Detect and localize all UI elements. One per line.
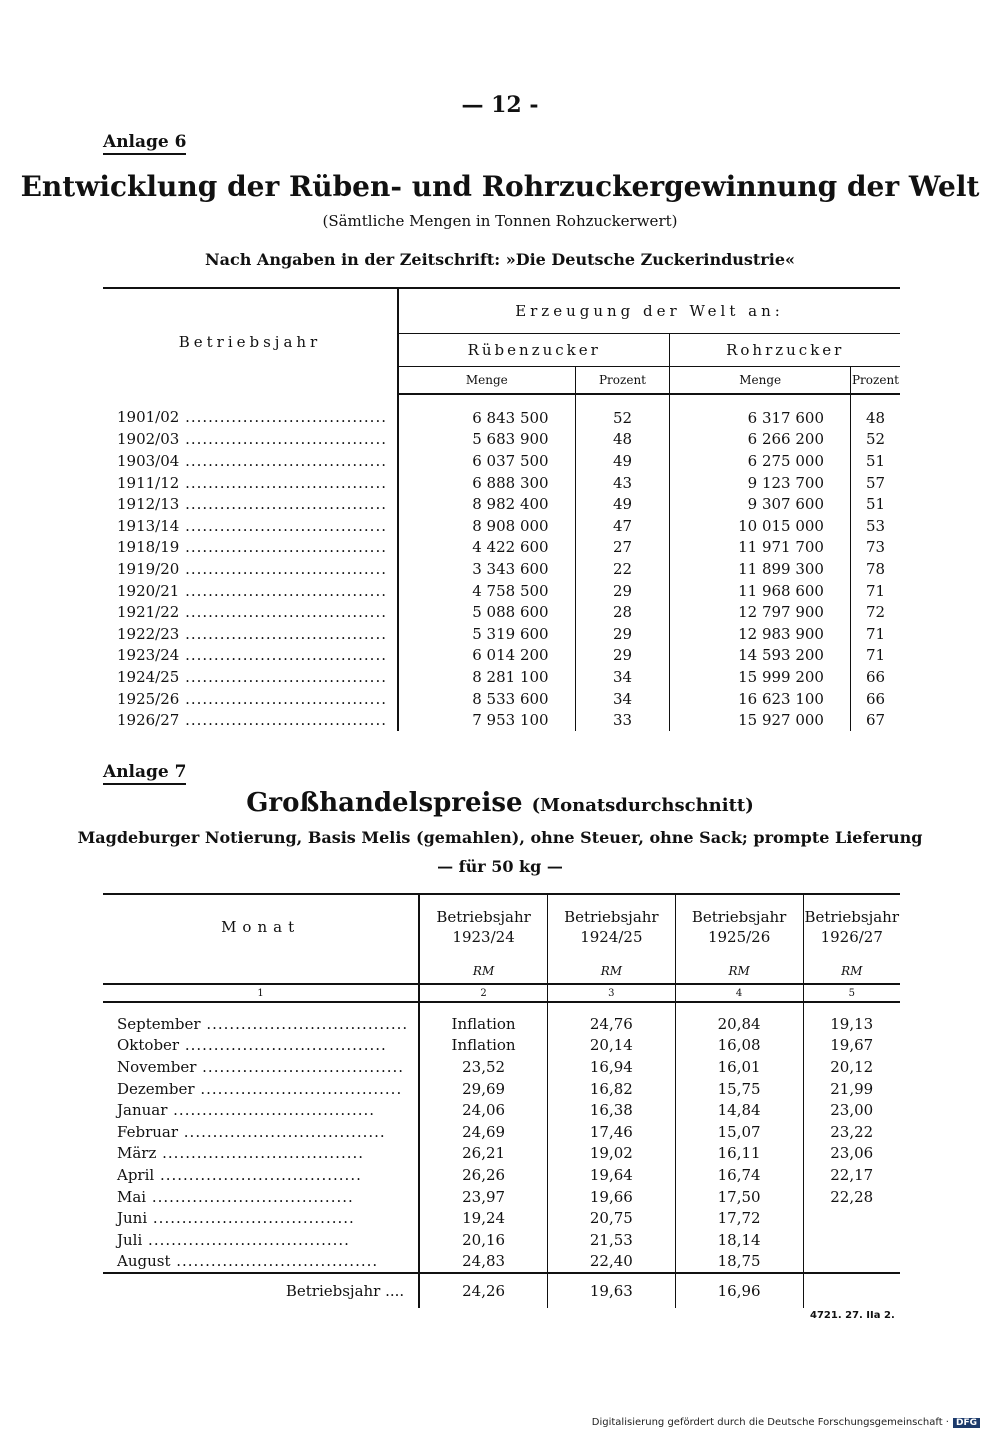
- col-header-1924-25: [547, 894, 675, 959]
- table-row: [103, 688, 900, 710]
- table-row: [103, 558, 900, 580]
- year-cell: [103, 645, 398, 667]
- cane-menge-cell: 6 317 600: [670, 394, 851, 429]
- leader-dots: ...................................: [179, 538, 387, 557]
- total-row: [103, 1273, 900, 1308]
- year-cell: [103, 580, 398, 602]
- price-cell: 22,17: [830, 1165, 874, 1184]
- month-cell: [103, 1207, 419, 1229]
- cane-menge-cell: 12 797 900: [670, 601, 851, 623]
- price-cell: [803, 1207, 900, 1229]
- cane-prozent-cell: 48: [865, 408, 886, 427]
- anlage-7-label: Anlage 7: [103, 762, 186, 785]
- month-label: September: [117, 1014, 201, 1033]
- beet-menge-cell: 6 843 500: [398, 394, 575, 429]
- month-label: Dezember: [117, 1079, 195, 1098]
- dfg-logo: DFG: [953, 1418, 980, 1428]
- beet-prozent-cell: 33: [575, 709, 670, 731]
- price-cell: 16,74: [675, 1164, 803, 1186]
- year-cell: [103, 623, 398, 645]
- column-index: 3: [547, 984, 675, 1002]
- column-index: 5: [803, 984, 900, 1002]
- column-index: 4: [675, 984, 803, 1002]
- cane-prozent-cell: 71: [865, 581, 886, 600]
- table-row: [103, 429, 900, 451]
- cane-prozent-cell: 71: [865, 624, 886, 643]
- year-label: 1920/21: [117, 581, 180, 600]
- cane-menge-cell: 11 899 300: [670, 558, 851, 580]
- year-cell: [103, 493, 398, 515]
- price-cell: 18,75: [675, 1251, 803, 1274]
- total-price-cell: 24,26: [419, 1273, 547, 1308]
- leader-dots: ...................................: [194, 1079, 403, 1098]
- price-cell: 16,82: [547, 1078, 675, 1100]
- year-label: 1921/22: [117, 603, 180, 622]
- cane-menge-cell: 10 015 000: [670, 515, 851, 537]
- month-cell: [103, 1099, 419, 1121]
- cane-prozent-cell: 78: [865, 559, 886, 578]
- year-cell: [103, 450, 398, 472]
- cane-prozent-cell: 72: [865, 603, 886, 622]
- table-row: [103, 472, 900, 494]
- footer-text: Digitalisierung gefördert durch die Deutsche Forschungsgemeinschaft ·: [591, 1417, 949, 1428]
- price-cell: 17,72: [675, 1207, 803, 1229]
- currency-label: RM: [547, 959, 675, 984]
- col-header-1925-26: [675, 894, 803, 959]
- year-cell: [103, 688, 398, 710]
- year-cell: [103, 558, 398, 580]
- cane-prozent-cell: 51: [865, 495, 886, 514]
- beet-prozent-cell: 43: [575, 472, 670, 494]
- month-label: Juli: [117, 1230, 143, 1249]
- table-2-title: [0, 788, 1000, 818]
- cane-menge-cell: 6 266 200: [670, 429, 851, 451]
- table-row: [103, 709, 900, 731]
- month-cell: [103, 1121, 419, 1143]
- price-cell: 26,26: [419, 1164, 547, 1186]
- price-cell: 16,94: [547, 1056, 675, 1078]
- leader-dots: ...................................: [147, 1209, 355, 1228]
- month-cell: [103, 1251, 419, 1274]
- beet-menge-cell: 3 343 600: [398, 558, 575, 580]
- table-row: [103, 1207, 900, 1229]
- price-cell: 23,22: [830, 1122, 874, 1141]
- price-cell: 21,53: [547, 1229, 675, 1251]
- price-cell: 23,00: [830, 1101, 874, 1120]
- cane-menge-cell: 11 968 600: [670, 580, 851, 602]
- currency-label: RM: [419, 959, 547, 984]
- month-label: Februar: [117, 1122, 179, 1141]
- leader-dots: ...................................: [179, 451, 387, 470]
- table-row: [103, 1143, 900, 1165]
- col-header-year: 1925/26: [707, 928, 771, 946]
- leader-dots: ...................................: [179, 581, 387, 600]
- year-cell: [103, 429, 398, 451]
- price-cell: 20,14: [547, 1035, 675, 1057]
- price-cell: 16,08: [675, 1035, 803, 1057]
- leader-dots: ...................................: [179, 408, 387, 427]
- table-row: [103, 1251, 900, 1274]
- price-cell: 20,12: [830, 1057, 874, 1076]
- cane-menge-cell: 12 983 900: [670, 623, 851, 645]
- beet-prozent-cell: 29: [575, 645, 670, 667]
- year-label: 1919/20: [117, 559, 180, 578]
- cane-menge-cell: 11 971 700: [670, 537, 851, 559]
- month-label: Oktober: [117, 1036, 180, 1055]
- price-cell: 20,75: [547, 1207, 675, 1229]
- cane-prozent-cell: 57: [865, 473, 886, 492]
- month-label: März: [117, 1144, 157, 1163]
- leader-dots: ...................................: [179, 689, 387, 708]
- col-header-1923-24: [419, 894, 547, 959]
- price-cell: 23,97: [419, 1186, 547, 1208]
- cane-prozent-cell: 67: [865, 711, 886, 730]
- price-cell: 19,02: [547, 1143, 675, 1165]
- footer: [592, 1417, 980, 1428]
- price-cell: 16,01: [675, 1056, 803, 1078]
- price-cell: Inflation: [419, 1002, 547, 1035]
- currency-label: RM: [841, 964, 863, 978]
- price-cell: 24,83: [419, 1251, 547, 1274]
- price-cell: 22,40: [547, 1251, 675, 1274]
- prices-table: [103, 893, 900, 1308]
- month-cell: [103, 1186, 419, 1208]
- year-cell: [103, 537, 398, 559]
- price-cell: 19,64: [547, 1164, 675, 1186]
- col-header-beet: Rübenzucker: [398, 334, 670, 367]
- beet-menge-cell: 4 758 500: [398, 580, 575, 602]
- table-row: [103, 394, 900, 429]
- total-price-cell: [803, 1273, 900, 1308]
- leader-dots: ...................................: [170, 1252, 379, 1271]
- beet-prozent-cell: 34: [575, 688, 670, 710]
- table-row: [103, 515, 900, 537]
- month-cell: [103, 1035, 419, 1057]
- beet-prozent-cell: 28: [575, 601, 670, 623]
- cane-menge-cell: 6 275 000: [670, 450, 851, 472]
- beet-prozent-cell: 49: [575, 450, 670, 472]
- price-cell: 23,52: [419, 1056, 547, 1078]
- price-cell: 16,38: [547, 1099, 675, 1121]
- beet-menge-cell: 6 014 200: [398, 645, 575, 667]
- col-header-label: Betriebsjahr: [436, 908, 531, 926]
- beet-menge-cell: 8 533 600: [398, 688, 575, 710]
- price-cell: 14,84: [675, 1099, 803, 1121]
- month-cell: [103, 1078, 419, 1100]
- table-row: [103, 1056, 900, 1078]
- month-label: Mai: [117, 1187, 147, 1206]
- price-cell: 17,50: [675, 1186, 803, 1208]
- year-label: 1925/26: [117, 689, 180, 708]
- year-cell: [103, 601, 398, 623]
- price-cell: 15,07: [675, 1121, 803, 1143]
- beet-prozent-cell: 29: [575, 623, 670, 645]
- year-cell: [103, 515, 398, 537]
- total-price-cell: 19,63: [547, 1273, 675, 1308]
- beet-menge-cell: 8 982 400: [398, 493, 575, 515]
- table-row: [103, 1002, 900, 1035]
- table-row: [103, 1121, 900, 1143]
- col-header-label: Betriebsjahr: [804, 908, 899, 926]
- price-cell: 16,11: [675, 1143, 803, 1165]
- col-header-beet-menge: Menge: [398, 367, 575, 395]
- year-label: 1911/12: [117, 473, 180, 492]
- price-cell: 24,69: [419, 1121, 547, 1143]
- month-label: April: [117, 1165, 155, 1184]
- price-cell: Inflation: [419, 1035, 547, 1057]
- table-row: [103, 1035, 900, 1057]
- beet-menge-cell: 6 888 300: [398, 472, 575, 494]
- col-header-label: Betriebsjahr: [564, 908, 659, 926]
- leader-dots: ...................................: [156, 1144, 365, 1163]
- print-mark: 4721. 27. IIa 2.: [810, 1310, 895, 1321]
- year-label: 1923/24: [117, 646, 180, 665]
- col-header-cane-prozent: Prozent: [850, 367, 900, 395]
- table-row: [103, 493, 900, 515]
- table-row: [103, 601, 900, 623]
- beet-menge-cell: 6 037 500: [398, 450, 575, 472]
- year-label: 1901/02: [117, 408, 180, 427]
- col-header-year: 1926/27: [820, 928, 883, 946]
- year-label: 1902/03: [117, 430, 180, 449]
- beet-prozent-cell: 49: [575, 493, 670, 515]
- month-cell: [103, 1229, 419, 1251]
- month-cell: [103, 1143, 419, 1165]
- total-label-cell: [103, 1273, 419, 1308]
- leader-dots: ...................................: [146, 1187, 354, 1206]
- col-header-world: Erzeugung der Welt an:: [398, 288, 900, 334]
- beet-menge-cell: 8 281 100: [398, 666, 575, 688]
- cane-prozent-cell: 71: [865, 646, 886, 665]
- leader-dots: ...................................: [167, 1101, 376, 1120]
- table-row: [103, 623, 900, 645]
- table-2-title-main: Großhandelspreise: [246, 788, 523, 818]
- price-cell: 24,76: [547, 1002, 675, 1035]
- price-cell: 19,13: [830, 1014, 874, 1033]
- price-cell: 18,14: [675, 1229, 803, 1251]
- table-row: [103, 1164, 900, 1186]
- table-row: [103, 666, 900, 688]
- leader-dots: ...................................: [179, 1036, 387, 1055]
- beet-prozent-cell: 29: [575, 580, 670, 602]
- month-label: August: [117, 1252, 171, 1271]
- price-cell: 19,67: [830, 1036, 874, 1055]
- leader-dots: ...................................: [179, 624, 387, 643]
- col-header-year: Betriebsjahr: [103, 288, 398, 394]
- year-label: 1912/13: [117, 495, 180, 514]
- year-label: 1924/25: [117, 667, 180, 686]
- leader-dots: ...................................: [178, 1122, 386, 1141]
- table-row: [103, 537, 900, 559]
- col-header-month: Monat: [103, 894, 419, 959]
- leader-dots: ...................................: [179, 667, 387, 686]
- cane-prozent-cell: 53: [865, 516, 886, 535]
- price-cell: 26,21: [419, 1143, 547, 1165]
- beet-prozent-cell: 27: [575, 537, 670, 559]
- table-row: [103, 580, 900, 602]
- column-index: 1: [103, 984, 419, 1002]
- col-header-1926-27: [803, 894, 900, 959]
- leader-dots: ...................................: [179, 559, 387, 578]
- leader-dots: ...................................: [200, 1014, 409, 1033]
- col-header-year: 1923/24: [452, 928, 515, 946]
- table-row: [103, 1186, 900, 1208]
- page-number: — 12 -: [461, 92, 539, 118]
- price-cell: 20,16: [419, 1229, 547, 1251]
- column-index: 2: [419, 984, 547, 1002]
- beet-menge-cell: 7 953 100: [398, 709, 575, 731]
- leader-dots: ...................................: [179, 495, 387, 514]
- beet-prozent-cell: 34: [575, 666, 670, 688]
- col-header-cane: Rohrzucker: [670, 334, 900, 367]
- beet-prozent-cell: 52: [575, 394, 670, 429]
- total-price-cell: 16,96: [675, 1273, 803, 1308]
- price-cell: 19,24: [419, 1207, 547, 1229]
- col-header-year: 1924/25: [580, 928, 643, 946]
- cane-menge-cell: 15 927 000: [670, 709, 851, 731]
- table-row: [103, 450, 900, 472]
- col-header-cane-menge: Menge: [670, 367, 851, 395]
- leader-dots: ...................................: [179, 430, 387, 449]
- leader-dots: ...................................: [179, 646, 387, 665]
- beet-prozent-cell: 47: [575, 515, 670, 537]
- rm-spacer: [103, 959, 419, 984]
- beet-menge-cell: 4 422 600: [398, 537, 575, 559]
- year-cell: [103, 709, 398, 731]
- col-header-label: Betriebsjahr: [691, 908, 787, 926]
- price-cell: 22,28: [830, 1187, 874, 1206]
- year-label: 1922/23: [117, 624, 180, 643]
- currency-label: RM: [675, 959, 803, 984]
- year-label: 1903/04: [117, 451, 180, 470]
- cane-menge-cell: 16 623 100: [670, 688, 851, 710]
- price-cell: 17,46: [547, 1121, 675, 1143]
- beet-prozent-cell: 48: [575, 429, 670, 451]
- price-cell: 23,06: [830, 1144, 874, 1163]
- total-label: Betriebsjahr: [285, 1282, 381, 1301]
- month-cell: [103, 1164, 419, 1186]
- cane-prozent-cell: 52: [865, 430, 886, 449]
- year-cell: [103, 394, 398, 429]
- beet-prozent-cell: 22: [575, 558, 670, 580]
- table-row: [103, 1099, 900, 1121]
- price-cell: 20,84: [675, 1002, 803, 1035]
- cane-prozent-cell: 51: [865, 451, 886, 470]
- leader-dots: ...................................: [179, 603, 387, 622]
- price-cell: 24,06: [419, 1099, 547, 1121]
- cane-menge-cell: 9 123 700: [670, 472, 851, 494]
- price-cell: [803, 1251, 900, 1274]
- table-row: [103, 645, 900, 667]
- leader-dots: ...................................: [179, 516, 387, 535]
- beet-menge-cell: 8 908 000: [398, 515, 575, 537]
- table-1-subtitle: (Sämtliche Mengen in Tonnen Rohzuckerwert): [322, 212, 678, 230]
- table-row: [103, 1229, 900, 1251]
- cane-menge-cell: 9 307 600: [670, 493, 851, 515]
- cane-prozent-cell: 66: [865, 667, 886, 686]
- beet-menge-cell: 5 088 600: [398, 601, 575, 623]
- cane-prozent-cell: 73: [865, 538, 886, 557]
- price-cell: 19,66: [547, 1186, 675, 1208]
- month-cell: [103, 1002, 419, 1035]
- table-row: [103, 1078, 900, 1100]
- leader-dots: ...................................: [196, 1057, 405, 1076]
- table-2-title-paren: (Monatsdurchschnitt): [531, 795, 754, 816]
- year-cell: [103, 472, 398, 494]
- leader-dots: ....: [380, 1282, 405, 1301]
- leader-dots: ...................................: [179, 473, 387, 492]
- col-header-beet-prozent: Prozent: [575, 367, 670, 395]
- cane-menge-cell: 15 999 200: [670, 666, 851, 688]
- table-1-title: Entwicklung der Rüben- und Rohrzuckergewinnung der Welt: [20, 170, 980, 203]
- beet-menge-cell: 5 683 900: [398, 429, 575, 451]
- price-cell: 29,69: [419, 1078, 547, 1100]
- year-label: 1918/19: [117, 538, 180, 557]
- year-label: 1926/27: [117, 711, 180, 730]
- beet-menge-cell: 5 319 600: [398, 623, 575, 645]
- leader-dots: ...................................: [154, 1165, 362, 1184]
- price-cell: 21,99: [830, 1079, 874, 1098]
- year-cell: [103, 666, 398, 688]
- month-label: November: [117, 1057, 197, 1076]
- anlage-6-label: Anlage 6: [103, 132, 186, 155]
- leader-dots: ...................................: [179, 711, 387, 730]
- table-1-source: Nach Angaben in der Zeitschrift: »Die Deutsche Zuckerindustrie«: [204, 250, 795, 269]
- table-2-unit: — für 50 kg —: [437, 857, 563, 876]
- production-table: [103, 287, 900, 731]
- month-label: Juni: [117, 1209, 148, 1228]
- month-label: Januar: [117, 1101, 168, 1120]
- year-label: 1913/14: [117, 516, 180, 535]
- month-cell: [103, 1056, 419, 1078]
- price-cell: [803, 1229, 900, 1251]
- cane-prozent-cell: 66: [865, 689, 886, 708]
- cane-menge-cell: 14 593 200: [670, 645, 851, 667]
- leader-dots: ...................................: [142, 1230, 350, 1249]
- price-cell: 15,75: [675, 1078, 803, 1100]
- table-2-source: Magdeburger Notierung, Basis Melis (gemahlen), ohne Steuer, ohne Sack; prompte Lieferung: [77, 828, 923, 847]
